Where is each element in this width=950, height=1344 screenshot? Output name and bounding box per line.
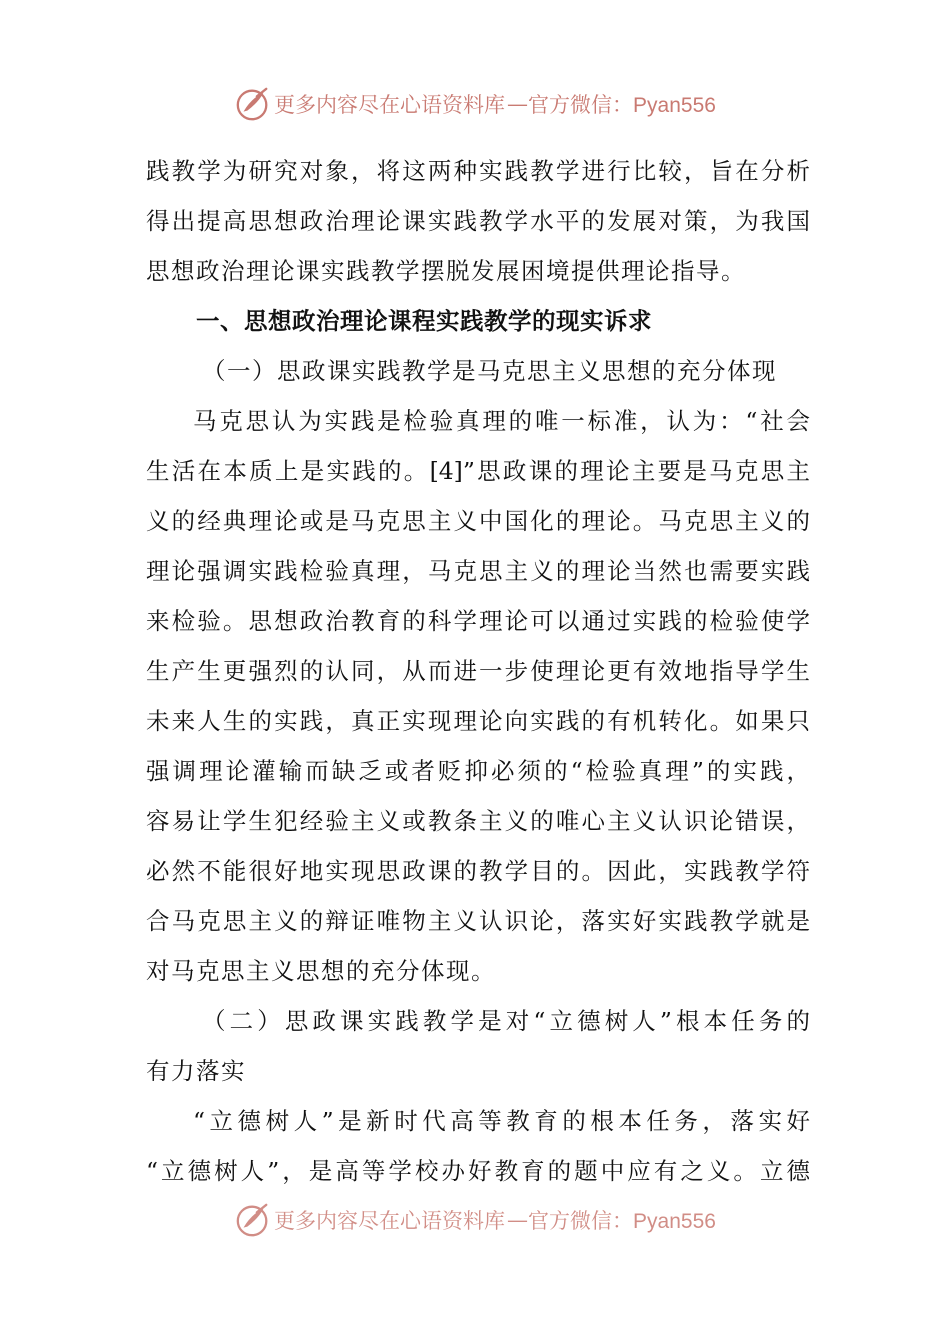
header-watermark [0, 84, 950, 124]
paragraph-line: 合马克思主义的辩证唯物主义认识论，落实好实践教学就是 [146, 907, 810, 935]
document-body [146, 146, 810, 1196]
paragraph-line: 思想政治理论课实践教学摆脱发展困境提供理论指导。 [146, 257, 746, 285]
watermark-wechat: 官方微信：Pyan556 [528, 1210, 716, 1233]
paragraph-line: 未来人生的实践，真正实现理论向实践的有机转化。如果只 [146, 707, 810, 735]
paragraph-line: 生产生更强烈的认同，从而进一步使理论更有效地指导学生 [146, 657, 810, 685]
watermark-text: 更多内容尽在心语资料库 [274, 93, 506, 117]
paragraph-line: 践教学为研究对象，将这两种实践教学进行比较，旨在分析 [146, 157, 810, 185]
paragraph-line: “立德树人”是新时代高等教育的根本任务，落实好 [193, 1107, 810, 1135]
paragraph-line: “立德树人”，是高等学校办好教育的题中应有之义。立德 [146, 1157, 810, 1185]
paragraph-line: 对马克思主义思想的充分体现。 [146, 957, 496, 985]
footer-watermark [0, 1200, 950, 1240]
pen-logo-icon [234, 85, 272, 123]
watermark-separator: — [507, 1208, 529, 1232]
paragraph-line: 来检验。思想政治教育的科学理论可以通过实践的检验使学 [146, 607, 810, 635]
pen-logo-icon [234, 1201, 272, 1239]
paragraph-line: 生活在本质上是实践的。[4]”思政课的理论主要是马克思主 [146, 457, 810, 485]
subsection-heading: （二）思政课实践教学是对“立德树人”根本任务的 [202, 1007, 810, 1035]
paragraph-line: 马克思认为实践是检验真理的唯一标准，认为：“社会 [193, 407, 810, 435]
watermark-separator: — [507, 92, 529, 116]
paragraph-line: 容易让学生犯经验主义或教条主义的唯心主义认识论错误， [146, 807, 810, 835]
paragraph-line: 必然不能很好地实现思政课的教学目的。因此，实践教学符 [146, 857, 810, 885]
subsection-heading-continued: 有力落实 [146, 1057, 246, 1085]
paragraph-line: 得出提高思想政治理论课实践教学水平的发展对策，为我国 [146, 207, 810, 235]
watermark-text: 更多内容尽在心语资料库 [274, 1209, 506, 1233]
watermark-wechat: 官方微信：Pyan556 [528, 94, 716, 117]
paragraph-line: 强调理论灌输而缺乏或者贬抑必须的“检验真理”的实践， [146, 757, 810, 785]
paragraph-line: 理论强调实践检验真理，马克思主义的理论当然也需要实践 [146, 557, 810, 585]
section-heading: 一、思想政治理论课程实践教学的现实诉求 [196, 307, 652, 335]
subsection-heading: （一）思政课实践教学是马克思主义思想的充分体现 [202, 357, 777, 385]
paragraph-line: 义的经典理论或是马克思主义中国化的理论。马克思主义的 [146, 507, 810, 535]
